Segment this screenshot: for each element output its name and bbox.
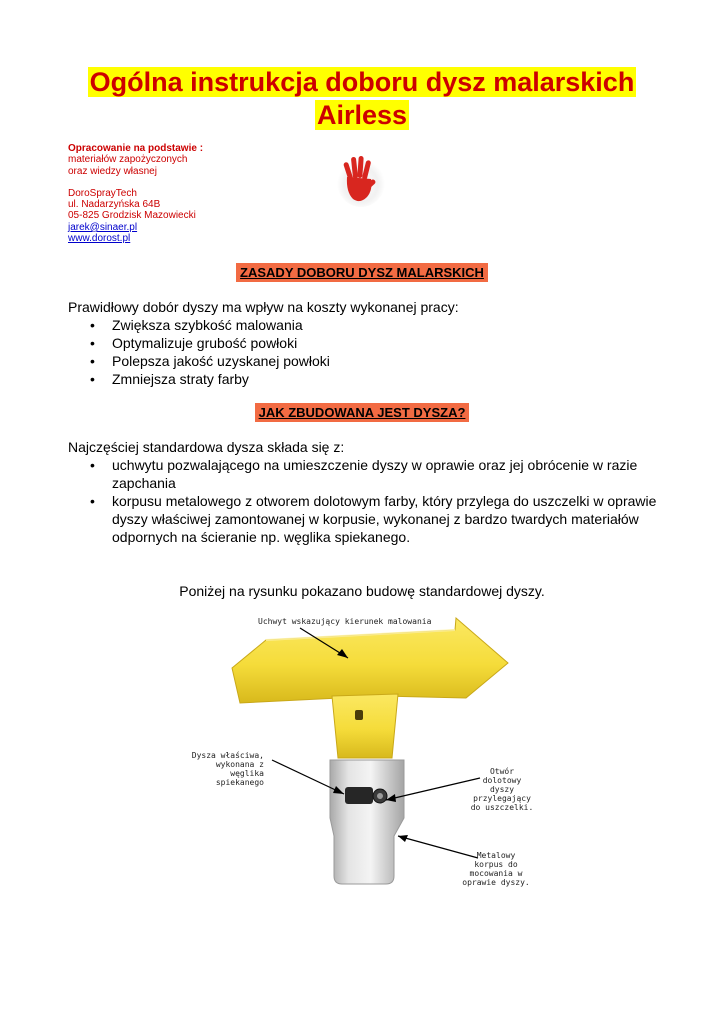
construction-intro: Najczęściej standardowa dysza składa się z: [68, 439, 345, 455]
label-inlet [471, 766, 534, 812]
section-heading-construction: JAK ZBUDOWANA JEST DYSZA? [0, 405, 724, 420]
title-line-1: Ogólna instrukcja doboru dysz malarskich [89, 67, 635, 97]
source-info [68, 143, 203, 244]
svg-text:oprawie dyszy.: oprawie dyszy. [462, 878, 530, 887]
svg-text:dolotowy: dolotowy [482, 776, 522, 785]
svg-text:Dysza właściwa,: Dysza właściwa, [191, 751, 264, 760]
svg-text:korpus do: korpus do [474, 860, 518, 869]
label-tip [192, 750, 264, 787]
svg-text:dyszy: dyszy [489, 785, 515, 794]
source-line-1: materiałów zapożyczonych [68, 154, 188, 166]
company-street: ul. Nadarzyńska 64B [68, 199, 161, 211]
list-item: • Zwiększa szybkość malowania [68, 316, 658, 334]
construction-list [68, 456, 658, 546]
source-line-2: oraz wiedzy własnej [68, 165, 157, 177]
email-link[interactable]: jarek@sinaer.pl [68, 221, 138, 233]
svg-text:Metalowy: Metalowy [476, 851, 516, 860]
title-line-2: Airless [316, 100, 408, 130]
website-link[interactable]: www.dorost.pl [68, 233, 131, 245]
list-item: • korpusu metalowego z otworem dolotowym farby, który przylega do uszczelki w oprawie dyszy właściwej zamontowanej w korpusie, wykonanej z bardzo twardych materiałów odpornych na ścieranie np. węglika spiekanego. [68, 492, 658, 546]
nozzle-diagram [180, 608, 550, 898]
list-item: • Zmniejsza straty farby [68, 370, 658, 388]
list-item: • Polepsza jakość uzyskanej powłoki [68, 352, 658, 370]
section-heading-rules: ZASADY DOBORU DYSZ MALARSKICH [0, 265, 724, 280]
rules-list [68, 316, 658, 388]
svg-text:przylegający: przylegający [473, 794, 531, 803]
svg-text:wykonana z: wykonana z [215, 760, 264, 769]
metal-body [330, 760, 404, 884]
company-city: 05-825 Grodzisk Mazowiecki [68, 210, 196, 222]
hand-logo-icon [336, 152, 386, 208]
label-handle: Uchwyt wskazujący kierunek malowania [258, 617, 432, 626]
company-name: DoroSprayTech [68, 187, 137, 199]
svg-text:spiekanego: spiekanego [215, 778, 264, 787]
list-item: • uchwytu pozwalającego na umieszczenie dyszy w oprawie oraz jej obrócenie w razie zapchania [68, 456, 658, 492]
handle-shape [232, 618, 508, 703]
svg-text:do uszczelki.: do uszczelki. [470, 803, 534, 812]
svg-text:mocowania w: mocowania w [469, 869, 523, 878]
figure-caption: Poniżej na rysunku pokazano budowę standardowej dyszy. [179, 583, 545, 599]
svg-text:Otwór: Otwór [489, 767, 515, 776]
svg-text:węglika: węglika [230, 769, 264, 778]
source-label: Opracowanie na podstawie : [68, 143, 204, 154]
document-title [0, 66, 724, 132]
rules-intro: Prawidłowy dobór dyszy ma wpływ na koszty wykonanej pracy: [68, 299, 459, 315]
list-item: • Optymalizuje grubość powłoki [68, 334, 658, 352]
